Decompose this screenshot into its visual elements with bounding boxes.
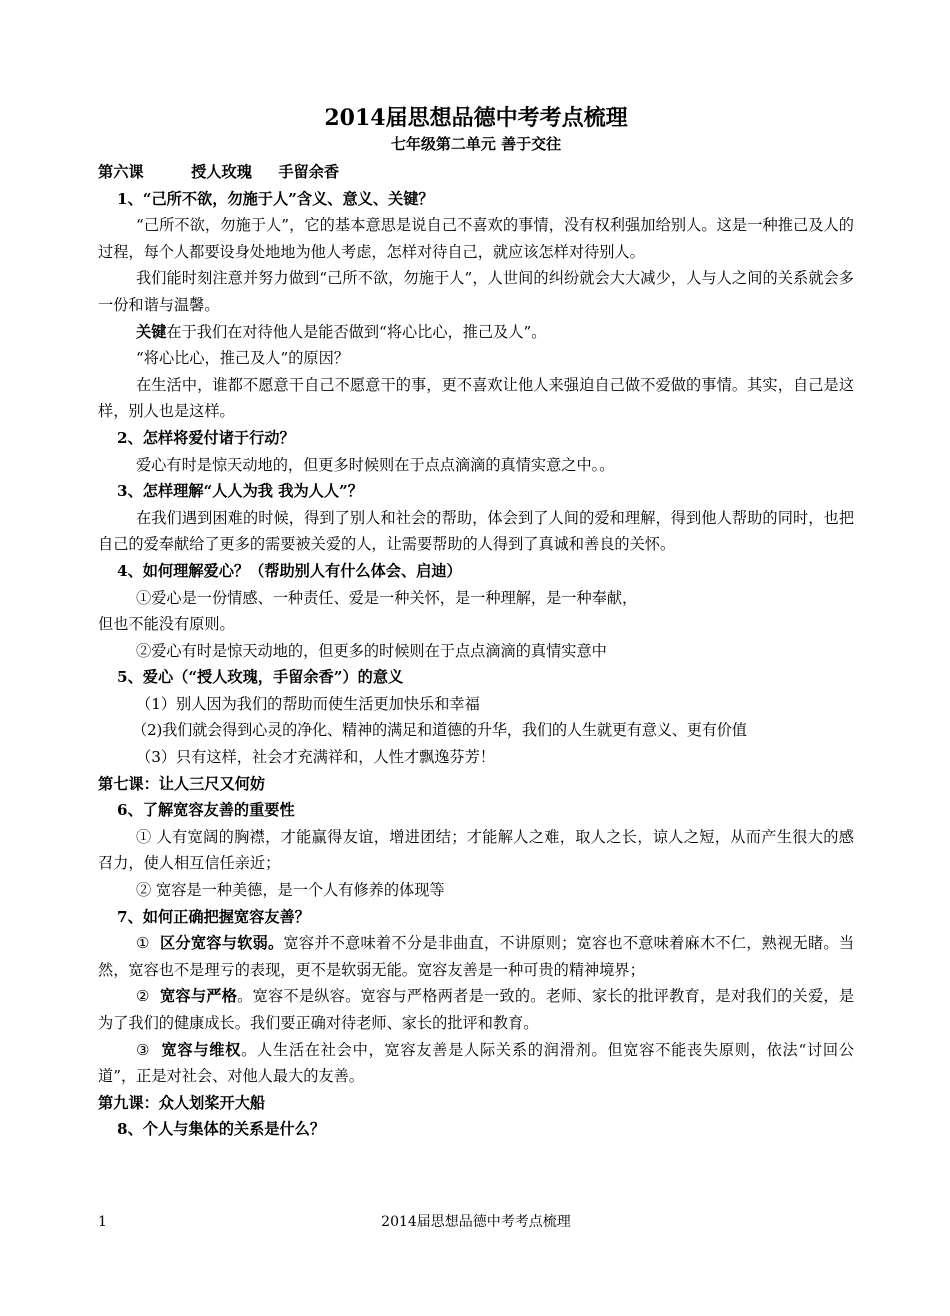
question-8-heading: 8、个人与集体的关系是什么？ [117,1120,326,1139]
question-1-para-2: 我们能时刻注意并努力做到“己所不欲，勿施于人”，人世间的纠纷就会大大减少，人与人之间的关系就会多一份和谐与温馨。 [98,269,854,314]
question-5-para-1: （1）别人因为我们的帮助而使生活更加快乐和幸福 [136,694,480,713]
question-4-heading: 4、如何理解爱心？（帮助别人有什么体会、启迪） [117,561,462,580]
footer-title: 2014届思想品德中考考点梳理 [381,1214,571,1230]
question-1-para-5: 在生活中，谁都不愿意干自己不愿意干的事，更不喜欢让他人来强迫自己做不爱做的事情。其实，自己是这样，别人也是这样。 [98,375,854,421]
document-title: 2014届思想品德中考考点梳理 [324,105,628,131]
question-2-heading: 2、怎样将爱付诸于行动？ [117,428,295,447]
question-4-para-1b: 但也不能没有原则。 [98,615,235,634]
question-2-para-1: 爱心有时是惊天动地的，但更多时候则在于点点滴滴的真情实意之中。。 [136,455,615,474]
keyword-key: 关键 [136,322,167,341]
question-4-para-1: ①爱心是一份情感、一种责任、爱是一种关怀，是一种理解，是一种奉献， [136,588,638,607]
question-1-para-1: “己所不欲，勿施于人”，它的基本意思是说自己不喜欢的事情，没有权利强加给别人。这是一种推己及人的过程，每个人都要设身处地地为他人考虑，怎样对待自己，就应该怎样对待别人。 [98,216,854,261]
q7-item-1-bold: 区分宽容与软弱。 [160,934,284,953]
question-5-heading: 5、爱心（“授人玫瑰，手留余香”）的意义 [117,668,404,687]
question-7-para-3 [98,1037,854,1090]
question-7-para-1 [98,930,854,983]
document-page [98,103,854,1143]
question-1-para-3-text: 在于我们在对待他人是能否做到“将心比心，推己及人”。 [166,322,547,341]
question-1-heading: 1、“己所不欲，勿施于人”含义、意义、关键？ [117,189,434,208]
question-6-heading: 6、了解宽容友善的重要性 [117,801,295,820]
q7-item-1-text: 宽容并不意味着不分是非曲直，不讲原则；宽容也不意味着麻木不仁，熟视无睹。当然，宽容也不是理亏的表现，更不是软弱无能。宽容友善是一种可贵的精神境界； [98,934,855,979]
content-body [98,159,854,1143]
lesson-9-heading: 第九课：众人划桨开大船 [98,1093,266,1112]
question-1-para-3 [98,319,854,346]
q7-item-2-marker: ② [136,987,160,1006]
lesson-6-heading: 第六课 授人玫瑰 手留余香 [98,163,340,181]
question-3-para-1: 在我们遇到困难的时候，得到了别人和社会的帮助，体会到了人间的爱和理解，得到他人帮助的同时，也把自己的爱奉献给了更多的需要被关爱的人，让需要帮助的人得到了真诚和善良的关怀。 [98,508,854,554]
q7-item-3-marker: ③ [136,1040,162,1059]
document-subtitle: 七年级第二单元 善于交往 [390,135,562,153]
q7-item-2-bold: 宽容与严格 [160,987,238,1006]
q7-item-3-text: 。人生活在社会中，宽容友善是人际关系的润滑剂。但宽容不能丧失原则，依法“讨回公道”，正是对社会、对他人最大的友善。 [98,1040,854,1086]
question-5-para-3: （3）只有这样，社会才充满祥和，人性才飘逸芬芳！ [136,748,495,767]
question-7-para-2 [98,983,854,1036]
question-3-heading: 3、怎样理解“人人为我 我为人人”？ [117,482,363,501]
question-4-para-2: ②爱心有时是惊天动地的，但更多的时候则在于点点滴滴的真情实意中 [136,641,607,660]
page-number: 1 [98,1214,107,1230]
question-6-para-2: ② 宽容是一种美德，是一个人有修养的体现等 [136,881,445,900]
q7-item-2-text: 。宽容不是纵容。宽容与严格两者是一致的。老师、家长的批评教育，是对我们的关爱，是为了我们的健康成长。我们要正确对待老师、家长的批评和教育。 [98,987,855,1032]
question-5-para-2: （2)我们就会得到心灵的净化、精神的满足和道德的升华，我们的人生就更有意义、更有价值 [132,721,747,740]
question-1-para-4: “将心比心，推己及人”的原因？ [136,349,349,368]
q7-item-3-bold: 宽容与维权 [161,1040,242,1059]
question-7-heading: 7、如何正确把握宽容友善？ [117,907,310,926]
lesson-7-heading: 第七课：让人三尺又何妨 [98,774,266,793]
question-6-para-1: ① 人有宽阔的胸襟，才能赢得友谊，增进团结；才能解人之难，取人之长，谅人之短，从而产生很大的感召力，使人相互信任亲近； [98,827,854,873]
q7-item-1-marker: ① [136,934,160,953]
